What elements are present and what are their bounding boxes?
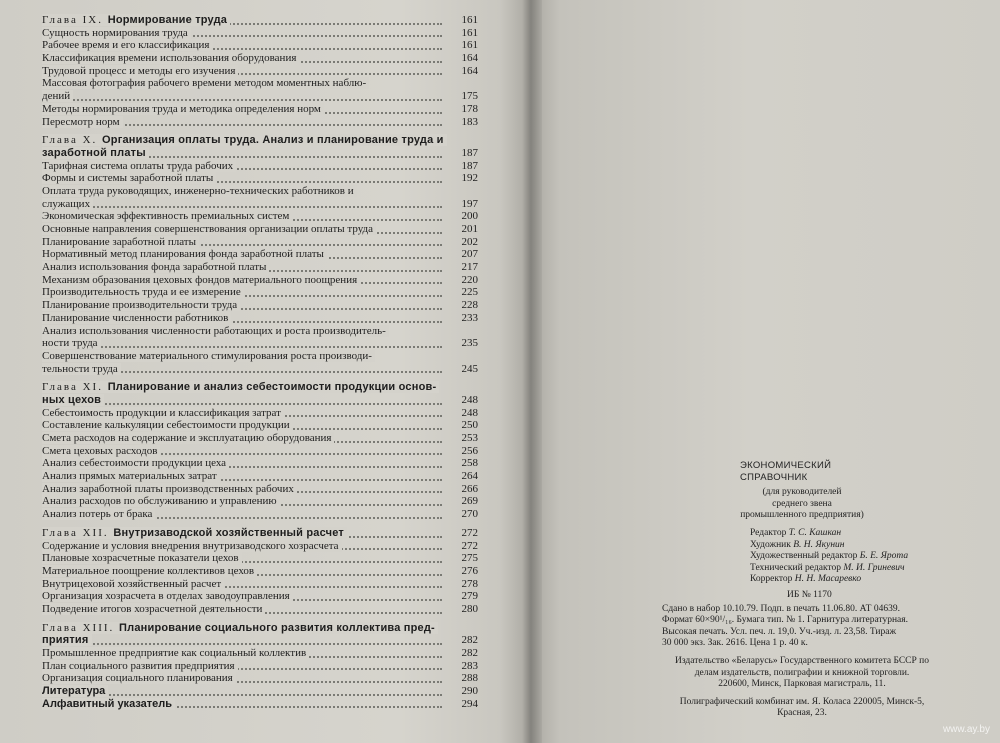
- toc-entry-title: Пересмотр норм: [42, 116, 123, 128]
- toc-entry-title: Глава XI. Планирование и анализ себестоимости продукции основ-: [42, 381, 439, 393]
- toc-row: [42, 578, 478, 591]
- toc-page-number: 161: [461, 26, 478, 39]
- toc-row: [42, 552, 478, 565]
- staff-role: Редактор: [750, 527, 789, 538]
- toc-page-number: 290: [461, 685, 478, 698]
- toc-row: [42, 147, 478, 160]
- subtitle-line3: промышленного предприятия): [740, 510, 864, 521]
- toc-entry-title: Анализ использования численности работающих и роста производитель-: [42, 325, 389, 337]
- toc-row: [42, 198, 478, 211]
- toc-entry-title: Организация социального планирования: [42, 672, 236, 684]
- toc-page-number: 183: [461, 115, 478, 128]
- staff-credit: [612, 574, 992, 586]
- toc-page-number: 280: [461, 602, 478, 615]
- toc-row: [42, 432, 478, 445]
- toc-row: [42, 407, 478, 420]
- toc-entry-title: дений: [42, 90, 73, 102]
- chapter-number: Глава XIII.: [42, 621, 120, 634]
- toc-row: [42, 350, 478, 363]
- toc-entry-title: Тарифная система оплаты труда рабочих: [42, 160, 236, 172]
- toc-entry-title: Формы и системы заработной платы: [42, 172, 216, 184]
- toc-page-number: 250: [461, 419, 478, 432]
- toc-entry-title: Алфавитный указатель: [42, 698, 175, 710]
- toc-entry-title: Глава X. Организация оплаты труда. Анализ и планирование труда и: [42, 134, 447, 146]
- toc-chapter-row: [42, 622, 478, 635]
- toc-page-number: 192: [461, 172, 478, 185]
- toc-entry-title: План социального развития предприятия: [42, 660, 238, 672]
- toc-entry-title: Методы нормирования труда и методика определения норм: [42, 103, 324, 115]
- toc-row: [42, 52, 478, 65]
- toc-page-number: 279: [461, 590, 478, 603]
- toc-page-number: 272: [461, 526, 478, 539]
- toc-entry-title: Оплата труда руководящих, инженерно-технических работников и: [42, 185, 357, 197]
- staff-credit: [612, 551, 992, 563]
- toc-entry-title: ных цехов: [42, 394, 104, 406]
- staff-role: Корректор: [750, 574, 795, 585]
- toc-entry-title: Анализ использования фонда заработной платы: [42, 261, 269, 273]
- toc-entry-title: Внутрицеховой хозяйственный расчет: [42, 578, 224, 590]
- colophon-line: 220600, Минск, Парковая магистраль, 11.: [718, 679, 886, 690]
- staff-role: Художник: [750, 539, 794, 550]
- toc-entry-title: Организация хозрасчета в отделах заводоуправления: [42, 590, 293, 602]
- toc-page-number: 283: [461, 659, 478, 672]
- toc-row: [42, 394, 478, 407]
- staff-name: Т. С. Кашкан: [788, 527, 842, 538]
- toc-page-number: 275: [461, 552, 478, 565]
- book-title-line1: ЭКОНОМИЧЕСКИЙ: [740, 460, 832, 471]
- toc-page-number: 225: [461, 286, 478, 299]
- toc-page-number: 197: [461, 197, 478, 210]
- toc-page-number: 187: [461, 159, 478, 172]
- toc-row: [42, 325, 478, 338]
- toc-row: [42, 590, 478, 603]
- toc-row: [42, 337, 478, 350]
- colophon-line: делам издательств, полиграфии и книжной торговли.: [694, 667, 910, 678]
- toc-row: [42, 495, 478, 508]
- toc-entry-title: Рабочее время и его классификация: [42, 39, 213, 51]
- book-gutter: [522, 0, 542, 743]
- toc-row: [42, 483, 478, 496]
- colophon-line: Полиграфический комбинат им. Я. Коласа 220005, Минск-5,: [679, 696, 925, 707]
- toc-entry-title: Анализ себестоимости продукции цеха: [42, 457, 229, 469]
- toc-row: [42, 312, 478, 325]
- toc-entry-title: Материальное поощрение коллективов цехов: [42, 565, 257, 577]
- toc-page-number: 220: [461, 273, 478, 286]
- toc-row: [42, 248, 478, 261]
- toc-entry-title: заработной платы: [42, 147, 149, 159]
- toc-entry-title: Анализ прямых материальных затрат: [42, 470, 220, 482]
- toc-page-number: 278: [461, 577, 478, 590]
- toc-entry-title: Смета расходов на содержание и эксплуатацию оборудования: [42, 432, 334, 444]
- toc-entry-title: Анализ потерь от брака: [42, 508, 155, 520]
- subtitle-line1: (для руководителей: [762, 487, 842, 498]
- staff-list: [612, 528, 992, 586]
- staff-name: М. И. Гриневич: [843, 562, 905, 573]
- dot-leader: [42, 99, 442, 101]
- toc-row: [42, 660, 478, 673]
- toc-entry-title: Основные направления совершенствования организации оплаты труда: [42, 223, 376, 235]
- toc-page-number: 270: [461, 508, 478, 521]
- toc-page-number: 164: [461, 52, 478, 65]
- toc-entry-title: Совершенствование материального стимулирования роста производи-: [42, 350, 375, 362]
- toc-row: [42, 457, 478, 470]
- toc-row: [42, 261, 478, 274]
- toc-entry-title: Планирование заработной платы: [42, 236, 199, 248]
- toc-page-number: 282: [461, 647, 478, 659]
- toc-row: [42, 103, 478, 116]
- toc-page-number: 282: [461, 634, 478, 647]
- ib-number: ИБ № 1170: [787, 589, 832, 600]
- staff-credit: [612, 563, 992, 575]
- staff-name: В. Н. Якунин: [793, 539, 845, 550]
- toc-row: [42, 540, 478, 553]
- colophon: [612, 460, 992, 720]
- toc-entry-title: Содержание и условия внедрения внутризаводского хозрасчета: [42, 540, 342, 552]
- toc-row: [42, 445, 478, 458]
- table-of-contents: [42, 14, 478, 710]
- toc-row: [42, 65, 478, 78]
- toc-entry-title: Глава IX. Нормирование труда: [42, 14, 230, 26]
- toc-page-number: 187: [461, 146, 478, 159]
- staff-name: Н. Н. Масаревко: [794, 574, 862, 585]
- toc-row: [42, 116, 478, 129]
- toc-page-number: 269: [461, 495, 478, 508]
- toc-row: [42, 223, 478, 236]
- toc-row: [42, 39, 478, 52]
- colophon-line: Издательство «Беларусь» Государственного комитета БССР по: [674, 655, 929, 666]
- toc-chapter-row: [42, 134, 478, 147]
- toc-row: [42, 299, 478, 312]
- toc-entry-title: Классификация времени использования оборудования: [42, 52, 299, 64]
- toc-page-number: 217: [461, 261, 478, 274]
- toc-row: [42, 698, 478, 711]
- toc-page-number: 266: [461, 482, 478, 495]
- toc-row: [42, 647, 478, 660]
- colophon-line: 30 000 экз. Зак. 2616. Цена 1 р. 40 к.: [662, 638, 808, 649]
- toc-entry-title: Себестоимость продукции и классификация затрат: [42, 407, 284, 419]
- toc-entry-title: Нормативный метод планирования фонда заработной платы: [42, 248, 327, 260]
- toc-page-number: 201: [461, 223, 478, 235]
- right-page-colophon: [542, 0, 1000, 743]
- toc-page-number: 207: [461, 248, 478, 261]
- toc-entry-title: Сущность нормирования труда: [42, 27, 191, 39]
- toc-page-number: 235: [461, 337, 478, 350]
- toc-entry-title: Планирование производительности труда: [42, 299, 240, 311]
- colophon-line: Сдано в набор 10.10.79. Подп. в печать 11.06.80. АТ 04639.: [662, 603, 900, 614]
- toc-row: [42, 419, 478, 432]
- toc-page-number: 253: [461, 432, 478, 444]
- toc-page-number: 175: [461, 90, 478, 103]
- toc-row: [42, 77, 478, 90]
- toc-page-number: 228: [461, 299, 478, 312]
- toc-row: [42, 27, 478, 40]
- toc-page-number: 256: [461, 444, 478, 457]
- toc-chapter-row: [42, 381, 478, 394]
- toc-page-number: 202: [461, 235, 478, 248]
- staff-name: Б. Е. Ярота: [859, 551, 909, 562]
- toc-entry-title: Плановые хозрасчетные показатели цехов: [42, 552, 242, 564]
- colophon-line: Красная, 23.: [777, 708, 827, 719]
- toc-page-number: 264: [461, 470, 478, 483]
- toc-entry-title: тельности труда: [42, 363, 121, 375]
- toc-row: [42, 603, 478, 616]
- toc-row: [42, 236, 478, 249]
- watermark: www.ay.by: [942, 724, 990, 735]
- toc-entry-title: Массовая фотография рабочего времени методом моментных наблю-: [42, 77, 369, 89]
- toc-page-number: 288: [461, 672, 478, 685]
- toc-entry-title: Подведение итогов хозрасчетной деятельности: [42, 603, 265, 615]
- toc-row: [42, 172, 478, 185]
- chapter-number: Глава XI.: [42, 381, 108, 394]
- toc-row: [42, 634, 478, 647]
- toc-entry-title: Анализ расходов по обслуживанию и управлению: [42, 495, 280, 507]
- toc-page-number: 161: [461, 14, 478, 26]
- toc-entry-title: Смета цеховых расходов: [42, 445, 160, 457]
- chapter-number: Глава XII.: [42, 526, 114, 539]
- toc-row: [42, 185, 478, 198]
- toc-entry-title: Литература: [42, 685, 108, 697]
- toc-entry-title: Глава XIII. Планирование социального развития коллектива пред-: [42, 622, 438, 634]
- dot-leader: [42, 643, 442, 645]
- toc-row: [42, 274, 478, 287]
- toc-row: [42, 508, 478, 521]
- colophon-line: Формат 60×90¹/₁₆. Бумага тип. № 1. Гарнитура литературная.: [662, 615, 909, 626]
- toc-entry-title: Планирование численности работников: [42, 312, 231, 324]
- toc-entry-title: Производительность труда и ее измерение: [42, 286, 244, 298]
- toc-entry-title: ности труда: [42, 337, 101, 349]
- toc-entry-title: приятия: [42, 634, 92, 646]
- toc-entry-title: Анализ заработной платы производственных рабочих: [42, 483, 297, 495]
- toc-entry-title: Экономическая эффективность премиальных систем: [42, 210, 292, 222]
- dot-leader: [42, 346, 442, 348]
- book-title-line2: СПРАВОЧНИК: [740, 471, 808, 483]
- toc-page-number: 272: [461, 539, 478, 552]
- staff-role: Технический редактор: [750, 562, 844, 573]
- toc-page-number: 161: [461, 39, 478, 52]
- toc-row: [42, 210, 478, 223]
- toc-page-number: 294: [461, 697, 478, 710]
- toc-row: [42, 685, 478, 698]
- toc-page-number: 233: [461, 311, 478, 324]
- toc-chapter-row: [42, 14, 478, 27]
- toc-row: [42, 160, 478, 173]
- toc-page-number: 258: [461, 457, 478, 470]
- print-details: [612, 604, 992, 650]
- chapter-number: Глава X.: [42, 134, 103, 147]
- toc-chapter-row: [42, 527, 478, 540]
- toc-row: [42, 672, 478, 685]
- chapter-number: Глава IX.: [42, 14, 108, 26]
- toc-entry-title: Механизм образования цеховых фондов материального поощрения: [42, 274, 360, 286]
- subtitle-line2: среднего звена: [772, 498, 832, 509]
- staff-credit: [612, 528, 992, 540]
- toc-page-number: 245: [461, 362, 478, 375]
- toc-entry-title: Глава XII. Внутризаводской хозяйственный расчет: [42, 527, 347, 539]
- toc-entry-title: Трудовой процесс и методы его изучения: [42, 65, 238, 77]
- toc-page-number: 178: [461, 102, 478, 115]
- toc-page-number: 200: [461, 210, 478, 223]
- toc-row: [42, 286, 478, 299]
- printer-info: [612, 697, 992, 720]
- staff-credit: [612, 540, 992, 552]
- toc-row: [42, 565, 478, 578]
- colophon-line: Высокая печать. Усл. печ. л. 19,0. Уч.-изд. л. 23,58. Тираж: [662, 626, 897, 637]
- toc-page-number: 276: [461, 564, 478, 577]
- dot-leader: [42, 206, 442, 208]
- staff-role: Художественный редактор: [750, 551, 860, 562]
- toc-page-number: 164: [461, 64, 478, 77]
- toc-entry-title: служащих: [42, 198, 93, 210]
- publisher-info: [612, 656, 992, 691]
- toc-row: [42, 90, 478, 103]
- toc-row: [42, 470, 478, 483]
- toc-row: [42, 363, 478, 376]
- toc-entry-title: Промышленное предприятие как социальный коллектив: [42, 647, 309, 659]
- toc-page-number: 248: [461, 406, 478, 419]
- toc-entry-title: Составление калькуляции себестоимости продукции: [42, 419, 293, 431]
- toc-page-number: 248: [461, 393, 478, 406]
